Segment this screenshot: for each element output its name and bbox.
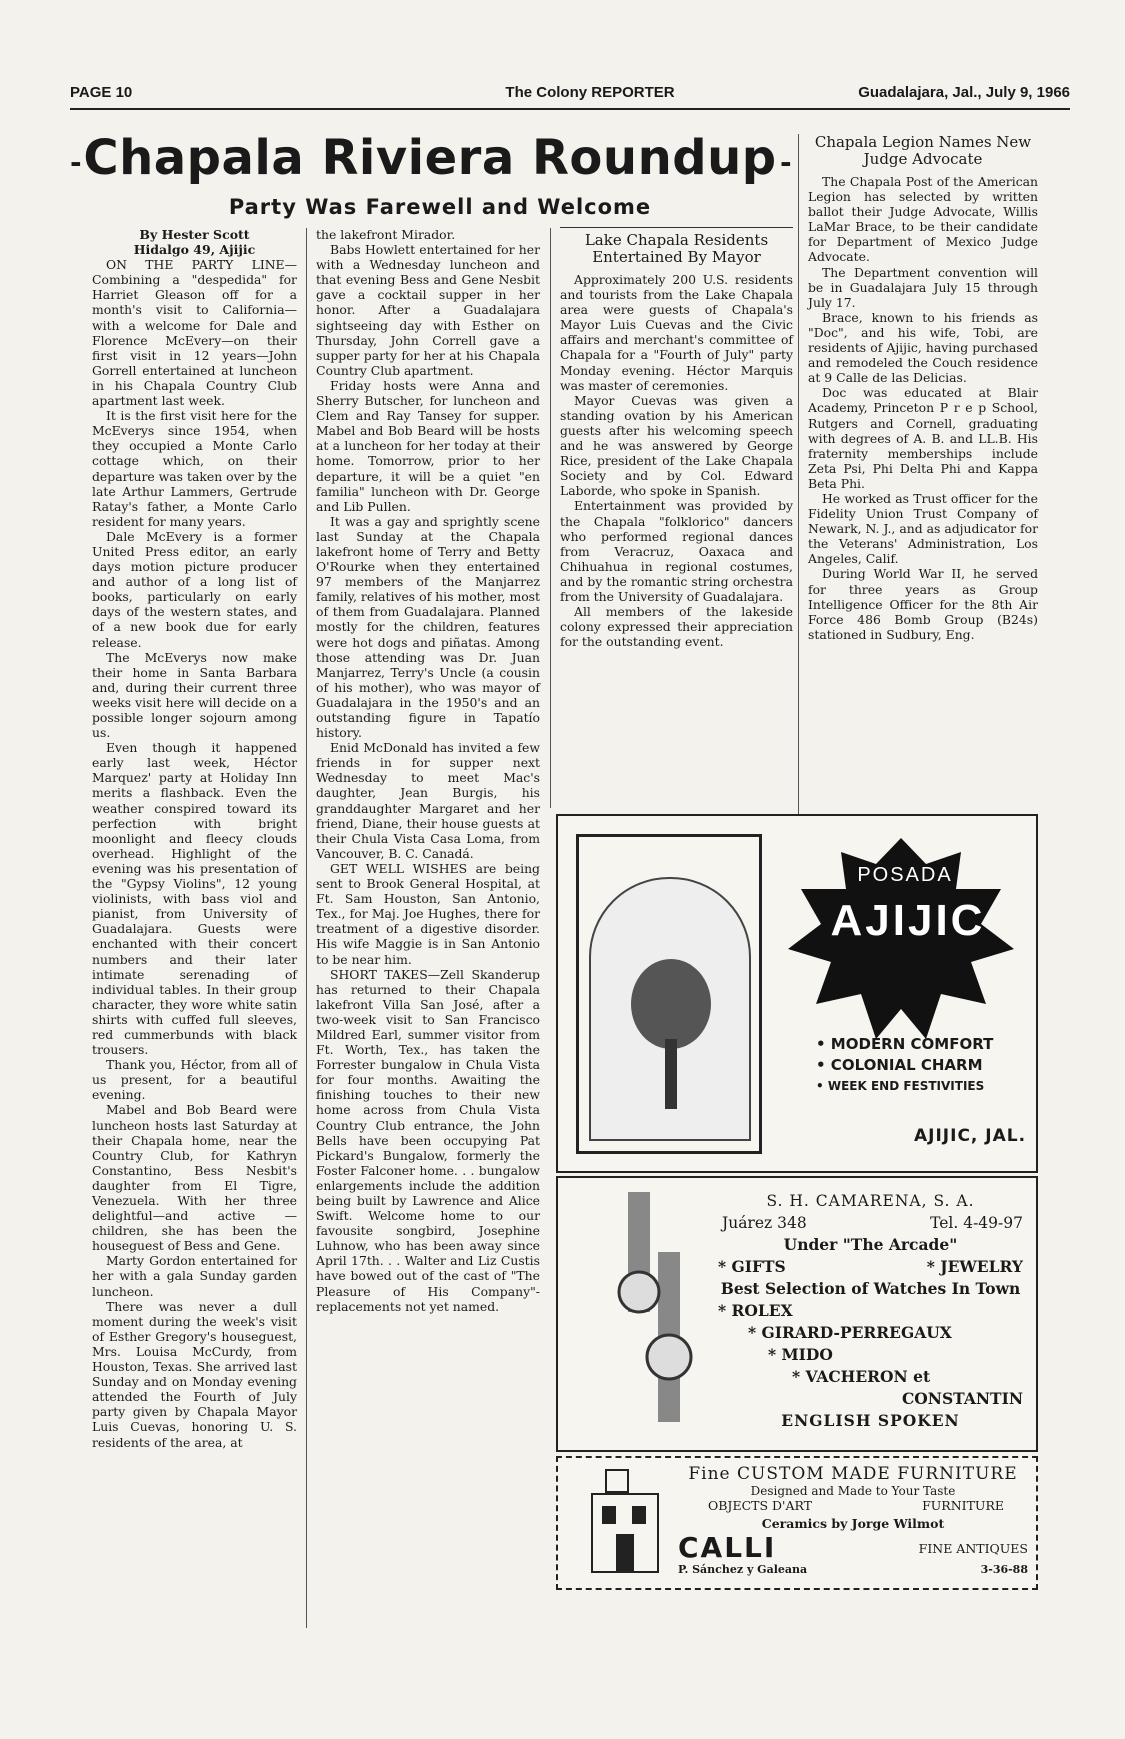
calli-text: [678, 1464, 1028, 1579]
calli-ceramics: Ceramics by Jorge Wilmot: [761, 1516, 945, 1531]
posada-word: POSADA: [857, 864, 953, 886]
tree-icon: [631, 959, 711, 1049]
calli-address-row: [678, 1563, 1028, 1579]
tree-trunk: [665, 1039, 677, 1109]
paragraph: Marty Gordon entertained for her with a gala Sunday garden luncheon.: [92, 1253, 297, 1299]
watches-line: Best Selection of Watches In Town: [720, 1279, 1021, 1298]
wristwatch-icon: [598, 1192, 718, 1432]
column-1: [92, 227, 297, 1450]
posada-features: [816, 1034, 1026, 1097]
arch-illustration: [576, 834, 762, 1154]
feature-colonial-charm: • COLONIAL CHARM: [816, 1056, 983, 1074]
store-name: S. H. CAMARENA, S. A.: [766, 1192, 975, 1210]
byline-author: By Hester Scott: [139, 227, 250, 242]
paragraph: He worked as Trust officer for the Fidelity Union Trust Company of Newark, N. J., and as adjudicator for the Veterans' Administration, Los Angeles, Calif.: [808, 490, 1038, 567]
paragraph: During World War II, he served for three years as Group Intelligence Officer for the 8th Air Force 486 Bomb Group (B24s) stationed in Sudbury, Eng.: [808, 566, 1038, 642]
column-3: [560, 227, 793, 649]
story-headline-mayor: Lake Chapala Residents Entertained By Mayor: [584, 231, 769, 266]
masthead-rule: [70, 108, 1070, 110]
colonial-house-icon: [586, 1464, 666, 1576]
furniture-label: FURNITURE: [922, 1498, 1004, 1513]
column-4: [808, 134, 1038, 642]
paragraph: The McEverys now make their home in Santa Barbara and, during their current three weeks visit here will decide on a possible longer sojourn among us.: [92, 649, 297, 741]
jewelry-label: * JEWELRY: [926, 1257, 1023, 1276]
paragraph: Brace, known to his friends as "Doc", and his wife, Tobi, are residents of Ajijic, having purchased and remodeled the Couch residence at 9 Calle de las Delicias.: [808, 309, 1038, 386]
story-headline-legion: Chapala Legion Names New Judge Advocate: [814, 133, 1032, 168]
calli-objects-row: [678, 1498, 1028, 1516]
brand-mido: * MIDO: [768, 1345, 833, 1364]
headline-dash-right: -: [780, 146, 792, 179]
calli-headline: Fine CUSTOM MADE FURNITURE: [688, 1464, 1018, 1484]
paragraph: Mabel and Bob Beard were luncheon hosts last Saturday at their Chapala home, near the Country Club, for Kathryn Constantino, Bess Nesbit's daughter from El Tigre, Venezuela. With her three delightful—and active —children, she has been the houseguest of Bess and Gene.: [92, 1102, 297, 1254]
paragraph: The Department convention will be in Guadalajara July 15 through July 17.: [808, 264, 1038, 310]
calli-name: CALLI: [678, 1531, 777, 1564]
brand-girard: * GIRARD-PERREGAUX: [748, 1323, 952, 1342]
paragraph: Thank you, Héctor, from all of us present, for a beautiful evening.: [92, 1057, 297, 1103]
antiques-label: FINE ANTIQUES: [918, 1541, 1028, 1556]
dateline: Guadalajara, Jal., July 9, 1966: [858, 84, 1070, 101]
column-rule: [798, 134, 799, 814]
column-rule: [550, 228, 551, 808]
page-number: PAGE 10: [70, 84, 133, 101]
paragraph: The Chapala Post of the American Legion has selected by written ballot their Judge Advocate, Willis LaMar Brace, to be their candidate for Department of Mexico Judge Advocate.: [808, 174, 1038, 265]
gifts-label: * GIFTS: [718, 1257, 786, 1276]
paragraph: There was never a dull moment during the week's visit of Esther Gregory's houseguest, Mrs. Louisa McCurdy, from Houston, Texas. She arrived last Sunday and on Monday evening attended the Fourth of July party given by Chapala Mayor Luis Cuevas, honoring U. S. residents of the area, at: [92, 1298, 297, 1450]
paragraph: GET WELL WISHES are being sent to Brook General Hospital, at Ft. Sam Houston, San Antonio, Tex., for Maj. Joe Hughes, there for treatment of a digestive disorder. His wife Maggie is in San Antonio to be near him.: [316, 860, 540, 967]
archway-icon: [589, 877, 751, 1141]
calli-name-row: [678, 1531, 1028, 1563]
english-spoken: ENGLISH SPOKEN: [781, 1411, 960, 1430]
paragraph: Enid McDonald has invited a few friends in for supper next Wednesday to meet Mac's daughter, Jean Burgis, his granddaughter Margaret and her friend, Diane, their house guests at their Chula Vista Casa Loma, from Vancouver, B. C. Canadá.: [316, 740, 540, 861]
paragraph: Even though it happened early last week, Héctor Marquez' party at Holiday Inn merits a flashback. Even the weather conspired toward its perfection with bright moonlight and fleecy clouds overhead. Highlight of the evening was his presentation of the "Gypsy Violins", 12 young violinists, with bass viol and pianist, from University of Guadalajara. Guests were enchanted with their concert numbers and their later intimate serenading of individual tables. In their group character, they wore white satin shirts with cuffed full sleeves, red cummerbunds with black trousers.: [92, 740, 297, 1058]
arcade-line: Under "The Arcade": [783, 1235, 958, 1254]
objects-label: OBJECTS D'ART: [708, 1498, 813, 1513]
paragraph: Doc was educated at Blair Academy, Princeton P r e p School, Rutgers and Cornell, graduating with degrees of A. B. and LL.B. His fraternity memberships include Zeta Psi, Phi Delta Phi and Kappa Beta Phi.: [808, 385, 1038, 491]
camarena-text: [718, 1190, 1023, 1432]
paragraph: Approximately 200 U.S. residents and tourists from the Lake Chapala area were guests of Chapala's Mayor Luis Cuevas and the Civic affairs and merchant's committee of Chapala for a "Fourth of July" party Monday evening. Héctor Marquis was master of ceremonies.: [560, 272, 793, 393]
brand-vacheron: * VACHERON et: [792, 1367, 931, 1386]
calli-address: P. Sánchez y Galeana: [678, 1563, 808, 1576]
ajijic-word: AJIJIC: [830, 896, 986, 945]
store-phone: Tel. 4-49-97: [930, 1214, 1023, 1232]
paragraph: It is the first visit here for the McEverys since 1954, when they occupied a Monte Carlo cottage which, on their departure was taken over by the late Arthur Lammers, Gertrude Ratay's father, a Monte Carlo resident for many years.: [92, 408, 297, 529]
feature-modern-comfort: • MODERN COMFORT: [816, 1035, 994, 1053]
posada-town: AJIJIC, JAL.: [914, 1126, 1027, 1146]
brand-rolex: * ROLEX: [718, 1301, 793, 1320]
page-headline: Chapala Riviera Roundup: [83, 130, 777, 186]
byline-address: Hidalgo 49, Ajijic: [133, 242, 256, 258]
store-address: Juárez 348: [722, 1214, 807, 1232]
calli-tagline: Designed and Made to Your Taste: [750, 1484, 956, 1498]
paragraph: ON THE PARTY LINE— Combining a "despedida" for Harriet Gleason off for a month's visit to California— with a welcome for Dale and Florence McEvery—on their first visit in 12 years—John Gorrell entertained at luncheon in his Chapala Country Club apartment last week.: [92, 257, 297, 409]
paragraph: Entertainment was provided by the Chapala "folklorico" dancers who performed regional dances from Veracruz, Oaxaca and Chihuahua in regional costumes, and by the romantic string orchestra from the University of Guadalajara.: [560, 498, 793, 604]
ad-camarena: [556, 1176, 1038, 1452]
brand-constantin: CONSTANTIN: [901, 1389, 1023, 1408]
headline-rule: [560, 227, 793, 228]
paragraph: SHORT TAKES—Zell Skanderup has returned to their Chapala lakefront Villa San José, after a two-week visit to San Francisco Mildred Earl, summer visitor from Ft. Worth, Tex., has taken the Forrester bungalow in Chula Vista for four months. Awaiting the finishing touches to their new home across from Chula Vista Country Club entrance, the John Bells have been occupying Pat Pickard's Bungalow, formerly the Foster Falconer home. . . bungalow enlargements include the addition being built by Lawrence and Alice Swift. Welcome home to our favousite songbird, Josephine Luhnow, who has been away since April 17th. . . Walter and Liz Custis have bowed out of the cast of "The Pleasure of His Company"- replacements not yet named.: [316, 966, 540, 1314]
newspaper-name: The Colony REPORTER: [505, 84, 675, 101]
paragraph: the lakefront Mirador.: [316, 227, 456, 242]
column-2: [316, 227, 540, 1314]
paragraph: Dale McEvery is a former United Press editor, an early days motion picture producer and author of a long list of books, particularly on early days of the western states, and of a new book due for early release.: [92, 528, 297, 650]
paragraph: Mayor Cuevas was given a standing ovation by his American guests after his welcoming speech and he was answered by George Rice, president of the Lake Chapala Society and by Col. Edward Laborde, who spoke in Spanish.: [560, 392, 793, 499]
ad-posada-ajijic: [556, 814, 1038, 1173]
story-subhead: Party Was Farewell and Welcome: [228, 195, 652, 219]
paragraph: All members of the lakeside colony expressed their appreciation for the outstanding event.: [560, 604, 793, 650]
column-rule: [306, 228, 307, 1628]
calli-phone: 3-36-88: [980, 1563, 1028, 1576]
address-row: [718, 1212, 1023, 1234]
paragraph: It was a gay and sprightly scene last Sunday at the Chapala lakefront home of Terry and Betty O'Rourke when they entertained 97 members of the Manjarrez family, relatives of his mother, most of them from Guadalajara. Planned mostly for the children, features were hot dogs and piñatas. Among those attending was Dr. Juan Manjarrez, Terry's Uncle (a cousin of his mother), who was mayor of Guadalajara in the 1950's and an outstanding figure in Tapatío history.: [316, 513, 540, 741]
gifts-row: [718, 1256, 1023, 1278]
feature-weekend: • WEEK END FESTIVITIES: [816, 1079, 985, 1093]
paragraph: Babs Howlett entertained for her with a Wednesday luncheon and that evening Bess and Gene Nesbit gave a cocktail supper in her honor. After a Guadalajara sightseeing day with Esther on Thursday, John Correll gave a supper party for her at his Chapala Country Club apartment.: [316, 242, 540, 378]
masthead: [70, 84, 1070, 108]
paragraph: Friday hosts were Anna and Sherry Butscher, for luncheon and Clem and Ray Tansey for supper. Mabel and Bob Beard will be hosts at a luncheon for her today at their home. Tomorrow, prior to her departure, it will be a quiet "en familia" luncheon with Dr. George and Lib Pullen.: [316, 377, 540, 514]
ad-calli: [556, 1456, 1038, 1590]
headline-dash-left: -: [70, 146, 82, 179]
